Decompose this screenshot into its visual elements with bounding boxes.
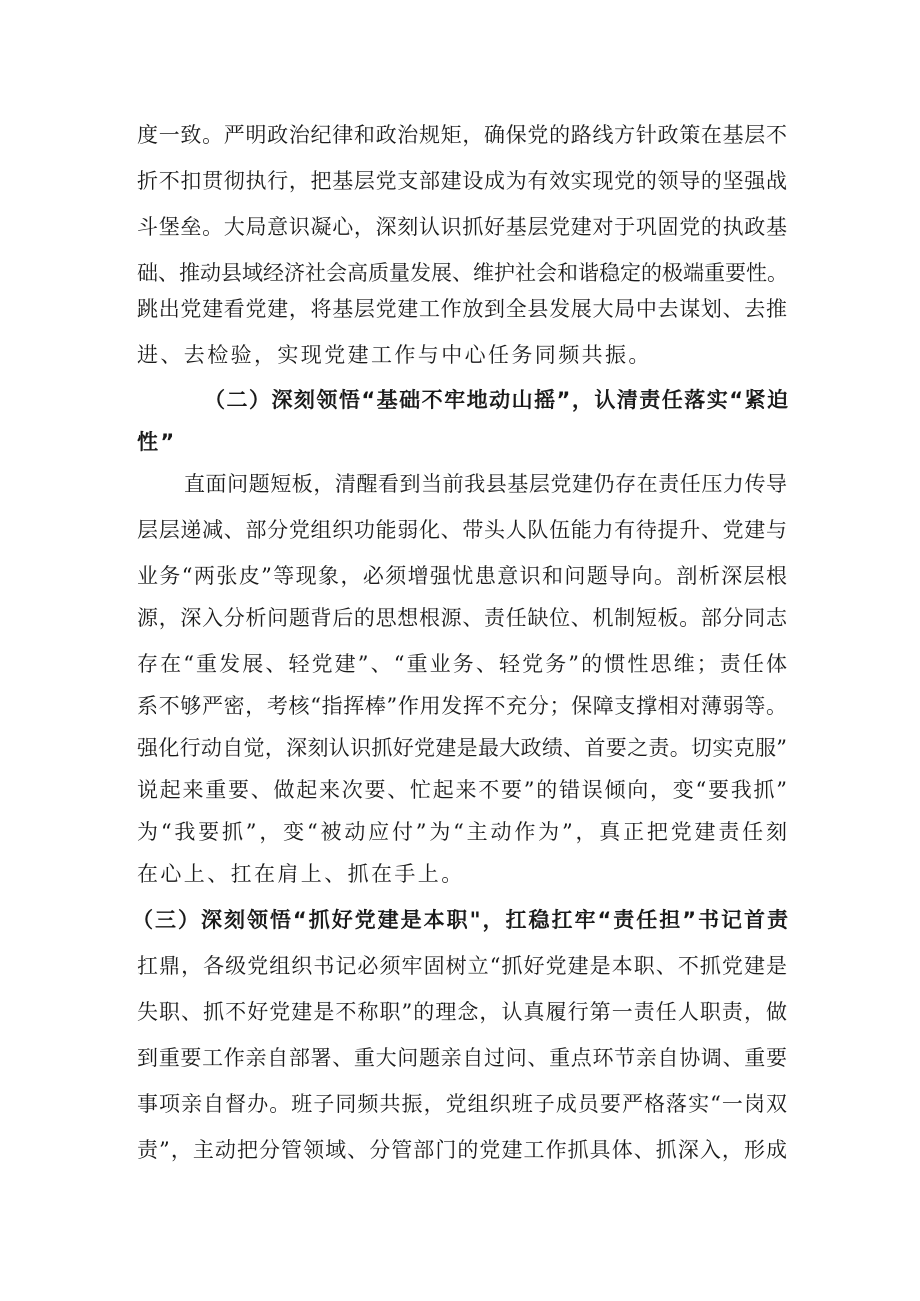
body-line: 源，深入分析问题背后的思想根源、责任缺位、机制短板。部分同志: [137, 606, 787, 630]
body-line: 层层递减、部分党组织功能弱化、带头人队伍能力有待提升、党建与: [137, 518, 787, 542]
body-line: 强化行动自觉，深刻认识抓好党建是最大政绩、首要之责。切实克服”: [137, 736, 787, 760]
body-line: 事项亲自督办。班子同频共振，党组织班子成员要严格落实“一岗双: [137, 1092, 787, 1116]
body-line: 系不够严密，考核“指挥棒”作用发挥不充分；保障支撑相对薄弱等。: [137, 694, 787, 718]
section-heading: （三）深刻领悟“抓好党建是本职"，扛稳扛牢“责任担”书记首责: [132, 908, 788, 932]
body-line: 度一致。严明政治纪律和政治规矩，确保党的路线方针政策在基层不: [137, 123, 787, 147]
body-line: 在心上、扛在肩上、抓在手上。: [137, 862, 465, 886]
body-line: 业务“两张皮”等现象，必须增强忧患意识和问题导向。剖析深层根: [137, 564, 787, 588]
body-line: 责”，主动把分管领域、分管部门的党建工作抓具体、抓深入，形成: [137, 1138, 787, 1162]
body-line: 失职、抓不好党建是不称职”的理念，认真履行第一责任人职责，做: [137, 1000, 787, 1024]
body-line: 础、推动县域经济社会高质量发展、维护社会和谐稳定的极端重要性。: [137, 261, 788, 285]
body-line: 扛鼎，各级党组织书记必须牢固树立“抓好党建是本职、不抓党建是: [137, 954, 787, 978]
body-line: 斗堡垒。大局意识凝心，深刻认识抓好基层党建对于巩固党的执政基: [137, 215, 787, 239]
section-heading: （二）深刻领悟“基础不牢地动山摇”，认清责任落实“紧迫: [204, 388, 788, 412]
body-line: 折不扣贯彻执行，把基层党支部建设成为有效实现党的领导的坚强战: [137, 169, 787, 193]
body-line: 说起来重要、做起来次要、忙起来不要”的错误倾向，变“要我抓”: [137, 778, 787, 802]
body-line: 跳出党建看党建，将基层党建工作放到全县发展大局中去谋划、去推: [137, 297, 787, 321]
body-line: 存在“重发展、轻党建”、“重业务、轻党务”的惯性思维；责任体: [137, 652, 787, 676]
body-line: 为“我要抓”，变“被动应付”为“主动作为”，真正把党建责任刻: [137, 820, 787, 844]
body-line: 直面问题短板，清醒看到当前我县基层党建仍存在责任压力传导: [184, 472, 787, 496]
body-line: 到重要工作亲自部署、重大问题亲自过问、重点环节亲自协调、重要: [137, 1046, 787, 1070]
section-heading: 性”: [137, 430, 177, 454]
body-line: 进、去检验，实现党建工作与中心任务同频共振。: [137, 343, 652, 367]
